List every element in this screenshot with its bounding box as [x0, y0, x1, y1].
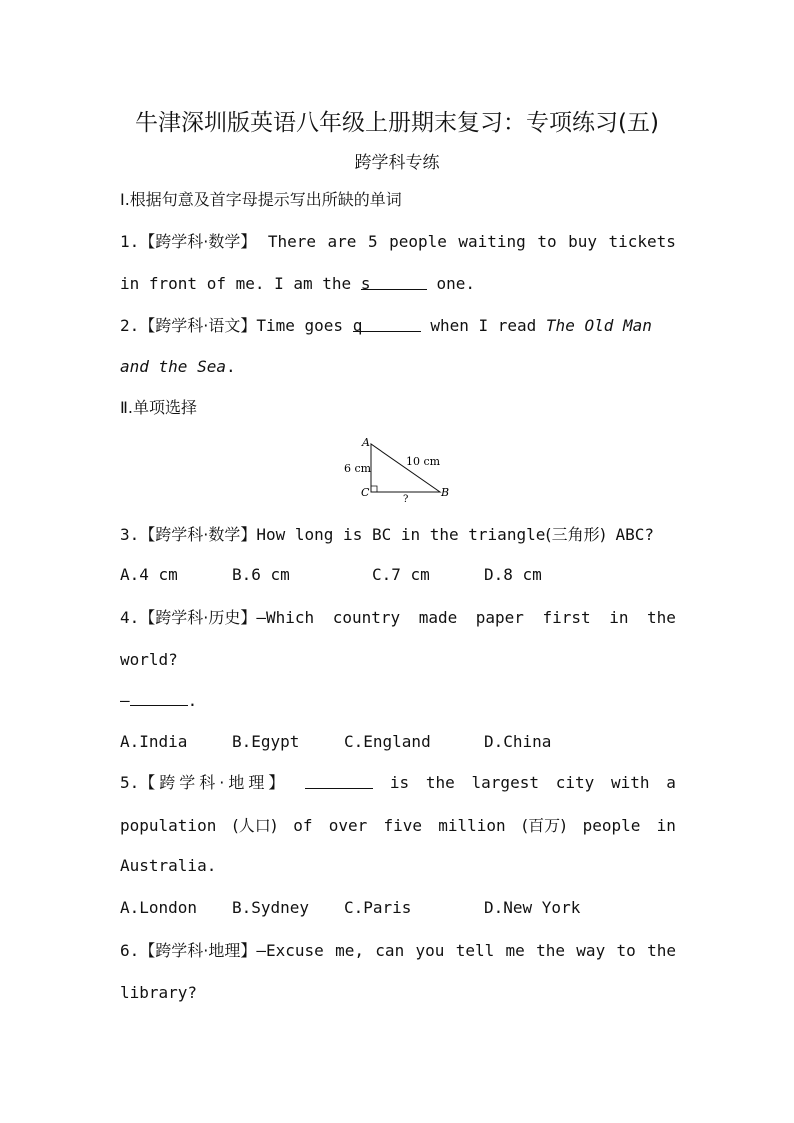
question-2-line-1: 2.【跨学科·语文】Time goes q when I read The Old Man: [120, 316, 652, 335]
question-6-tag: 【跨学科·地理】: [139, 941, 257, 960]
q6-word: me,: [335, 941, 364, 960]
question-1-line-2: in front of me. I am the s one.: [120, 274, 475, 293]
option-c[interactable]: C.England: [344, 732, 431, 751]
q5-word: city: [555, 773, 595, 792]
question-1-tag: 【跨学科·数学】: [139, 232, 257, 251]
q1-word: 5: [367, 232, 378, 251]
option-c[interactable]: C.Paris: [344, 898, 412, 917]
vertex-c-label: C: [361, 486, 370, 499]
question-2-tag: 【跨学科·语文】: [139, 316, 257, 335]
question-6-line-2: library?: [120, 983, 198, 1002]
q5-word: people: [582, 816, 641, 835]
q5-word: largest: [471, 773, 539, 792]
q6-word: way: [576, 941, 606, 960]
q5-word: of: [293, 816, 313, 835]
answer-blank-q1[interactable]: s: [361, 272, 427, 290]
q4-word: paper: [475, 608, 524, 627]
q1-word: waiting: [458, 232, 526, 251]
question-3-line-1: 3.【跨学科·数学】How long is BC in the triangle(三角形) ABC?: [120, 525, 655, 544]
q6-word: me: [505, 941, 525, 960]
question-5-line-3: Australia.: [120, 856, 217, 875]
book-title: and the Sea: [120, 357, 226, 376]
q5-word: (百万): [521, 816, 567, 835]
option-a[interactable]: A.London: [120, 898, 198, 917]
q6-word: to: [616, 941, 636, 960]
option-d[interactable]: D.8 cm: [484, 565, 542, 584]
q4-word: the: [647, 608, 676, 627]
q5-word: a: [666, 773, 676, 792]
question-3-tag: 【跨学科·数学】: [139, 525, 257, 544]
q6-word: tell: [455, 941, 495, 960]
section-2-heading: Ⅱ.单项选择: [120, 398, 197, 417]
question-5-line-2: [120, 814, 676, 838]
page-title: 牛津深圳版英语八年级上册期末复习：专项练习(五): [135, 110, 659, 136]
answer-blank-q4[interactable]: [130, 688, 188, 706]
q1-word: are: [327, 232, 357, 251]
q1-word: There: [267, 232, 317, 251]
question-6-label: 6.【跨学科·地理】—Excuse: [120, 941, 324, 960]
q1-word: buy: [568, 232, 597, 251]
q5-word: (人口): [232, 816, 278, 835]
q5-word: the: [425, 773, 455, 792]
q4-word: country: [332, 608, 401, 627]
book-title: The Old Man: [545, 316, 652, 335]
vertex-a-label: A: [362, 436, 370, 449]
q4-word: in: [609, 608, 629, 627]
question-4-answer-line: — .: [120, 688, 676, 712]
q5-word: with: [611, 773, 650, 792]
q6-word: you: [415, 941, 445, 960]
option-b[interactable]: B.Egypt: [232, 732, 300, 751]
q1-word: to: [537, 232, 557, 251]
question-4-options: [120, 730, 676, 754]
q6-word: the: [536, 941, 565, 960]
question-4-label: 4.【跨学科·历史】—Which: [120, 608, 315, 627]
q5-word: million: [438, 816, 506, 835]
option-a[interactable]: A.India: [120, 732, 188, 751]
triangle-figure: [340, 432, 460, 504]
q1-word: people: [389, 232, 447, 251]
option-d[interactable]: D.China: [484, 732, 552, 751]
q1-word: tickets: [608, 232, 676, 251]
question-5-tag: 【跨学科·地理】: [139, 773, 289, 792]
question-5-label: 5.【跨学科·地理】: [120, 773, 289, 792]
option-b[interactable]: B.6 cm: [232, 565, 290, 584]
question-4-tag: 【跨学科·历史】: [139, 608, 257, 627]
q6-word: can: [375, 941, 405, 960]
side-bc-unknown: ?: [403, 494, 409, 504]
q4-word: made: [418, 608, 458, 627]
side-ab-length: 10 cm: [406, 455, 441, 468]
answer-blank-q5[interactable]: [305, 771, 373, 789]
option-c[interactable]: C.7 cm: [372, 565, 430, 584]
question-2-line-2: and the Sea.: [120, 357, 236, 376]
section-1-heading: Ⅰ.根据句意及首字母提示写出所缺的单词: [120, 190, 402, 209]
side-ac-length: 6 cm: [344, 462, 372, 475]
question-4-line-2: world?: [120, 650, 178, 669]
q5-word: is: [389, 773, 410, 792]
question-5-options: [120, 896, 676, 920]
q5-word: in: [656, 816, 676, 835]
option-a[interactable]: A.4 cm: [120, 565, 178, 584]
q5-word: population: [120, 816, 217, 835]
question-6-line-1: [120, 939, 676, 963]
vertex-b-label: B: [441, 486, 450, 499]
q4-word: first: [542, 608, 591, 627]
question-1-label: 1.【跨学科·数学】: [120, 232, 257, 251]
page-subtitle: 跨学科专练: [354, 153, 440, 173]
option-b[interactable]: B.Sydney: [232, 898, 310, 917]
question-5-line-1: [120, 771, 676, 795]
q6-word: the: [647, 941, 676, 960]
question-3-options: [120, 563, 676, 587]
question-1-line-1: [120, 230, 676, 254]
answer-blank-q2[interactable]: q: [353, 314, 421, 332]
q5-word: over: [328, 816, 368, 835]
option-d[interactable]: D.New York: [484, 898, 581, 917]
q5-word: five: [383, 816, 423, 835]
question-4-line-1: [120, 606, 676, 630]
